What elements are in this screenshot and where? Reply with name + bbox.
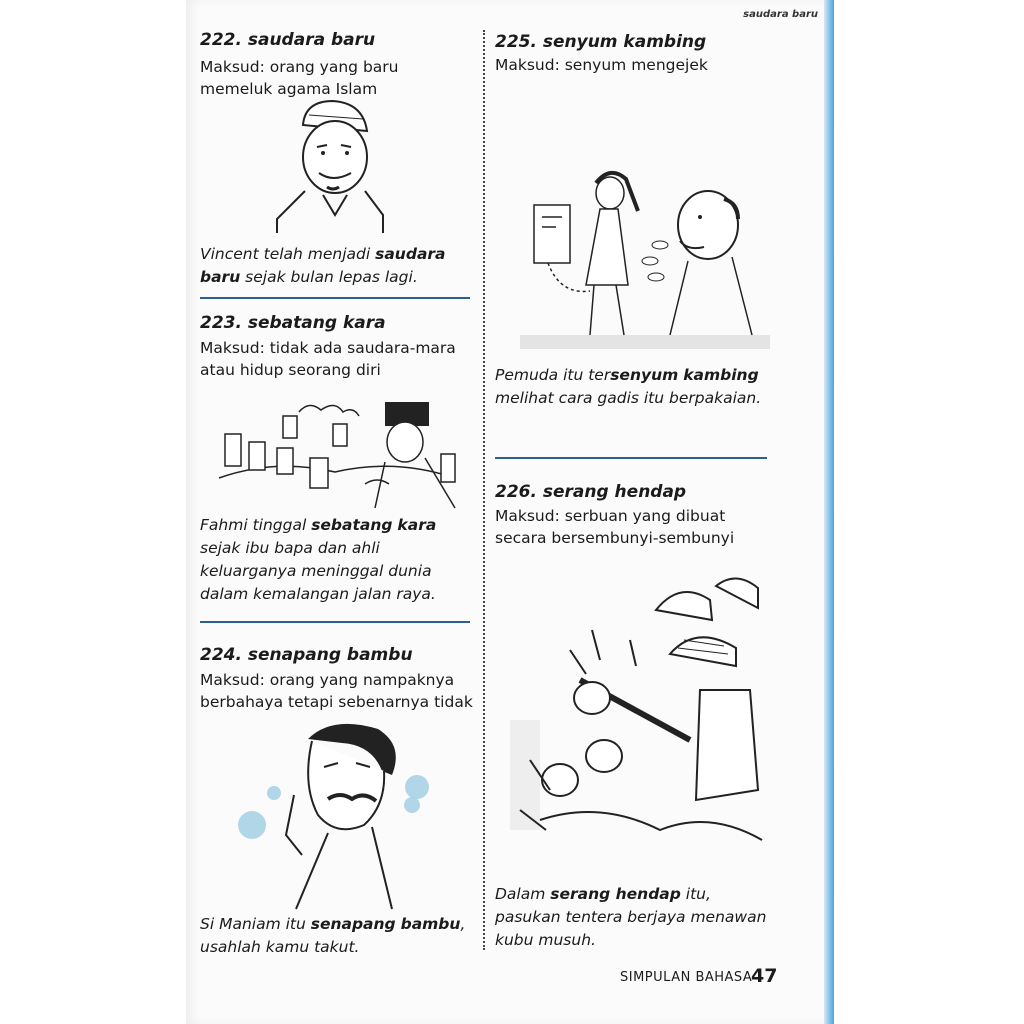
page-number: 47 xyxy=(751,965,778,987)
entry-title: 222. saudara baru xyxy=(200,30,376,50)
book-spine-edge xyxy=(824,0,834,1024)
entry-title: 226. serang hendap xyxy=(495,482,687,502)
meaning-line: atau hidup seorang diri xyxy=(200,361,381,379)
entry-title: 224. senapang bambu xyxy=(200,645,413,665)
entry-226 xyxy=(495,482,775,549)
meaning-line: Maksud: senyum mengejek xyxy=(495,56,708,74)
column-separator xyxy=(483,30,485,950)
entry-meaning xyxy=(200,56,475,100)
meaning-line: Maksud: orang yang nampaknya xyxy=(200,671,455,689)
illustration-smirking-man-and-girl xyxy=(520,165,770,350)
example-sentence: Vincent telah menjadi saudara baru sejak bulan lepas lagi. xyxy=(200,245,446,286)
entry-divider xyxy=(200,297,470,299)
example-sentence: Pemuda itu tersenyum kambing melihat cara gadis itu berpakaian. xyxy=(495,366,762,407)
example-sentence: Dalam serang hendap itu, pasukan tentera berjaya menawan kubu musuh. xyxy=(495,885,767,949)
meaning-line: secara bersembunyi-sembunyi xyxy=(495,529,735,547)
illustration-graveyard xyxy=(215,398,470,510)
entry-title: 223. sebatang kara xyxy=(200,313,386,333)
meaning-line: memeluk agama Islam xyxy=(200,80,378,98)
footer-book-title: SIMPULAN BAHASA xyxy=(620,970,753,985)
meaning-line: Maksud: serbuan yang dibuat xyxy=(495,507,726,525)
entry-222 xyxy=(200,30,475,100)
entry-meaning xyxy=(495,505,775,549)
illustration-man-thinking xyxy=(232,715,432,910)
meaning-line: Maksud: orang yang baru xyxy=(200,58,399,76)
illustration-soldiers-ambush xyxy=(500,570,770,860)
entry-meaning xyxy=(495,54,775,76)
entry-title: 225. senyum kambing xyxy=(495,32,707,52)
entry-divider xyxy=(495,457,767,459)
running-head: saudara baru xyxy=(743,9,818,20)
entry-224 xyxy=(200,645,480,713)
illustration-man-with-cap xyxy=(275,95,385,235)
entry-divider xyxy=(200,621,470,623)
example-sentence: Fahmi tinggal sebatang kara sejak ibu bapa dan ahli keluarganya meninggal dunia dalam kemalangan jalan raya. xyxy=(200,516,437,603)
example-sentence: Si Maniam itu senapang bambu, usahlah kamu takut. xyxy=(200,915,466,956)
entry-meaning xyxy=(200,337,475,381)
entry-225 xyxy=(495,32,775,76)
entry-meaning xyxy=(200,669,480,713)
meaning-line: berbahaya tetapi sebenarnya tidak xyxy=(200,693,473,711)
meaning-line: Maksud: tidak ada saudara-mara xyxy=(200,339,456,357)
entry-223 xyxy=(200,313,475,381)
